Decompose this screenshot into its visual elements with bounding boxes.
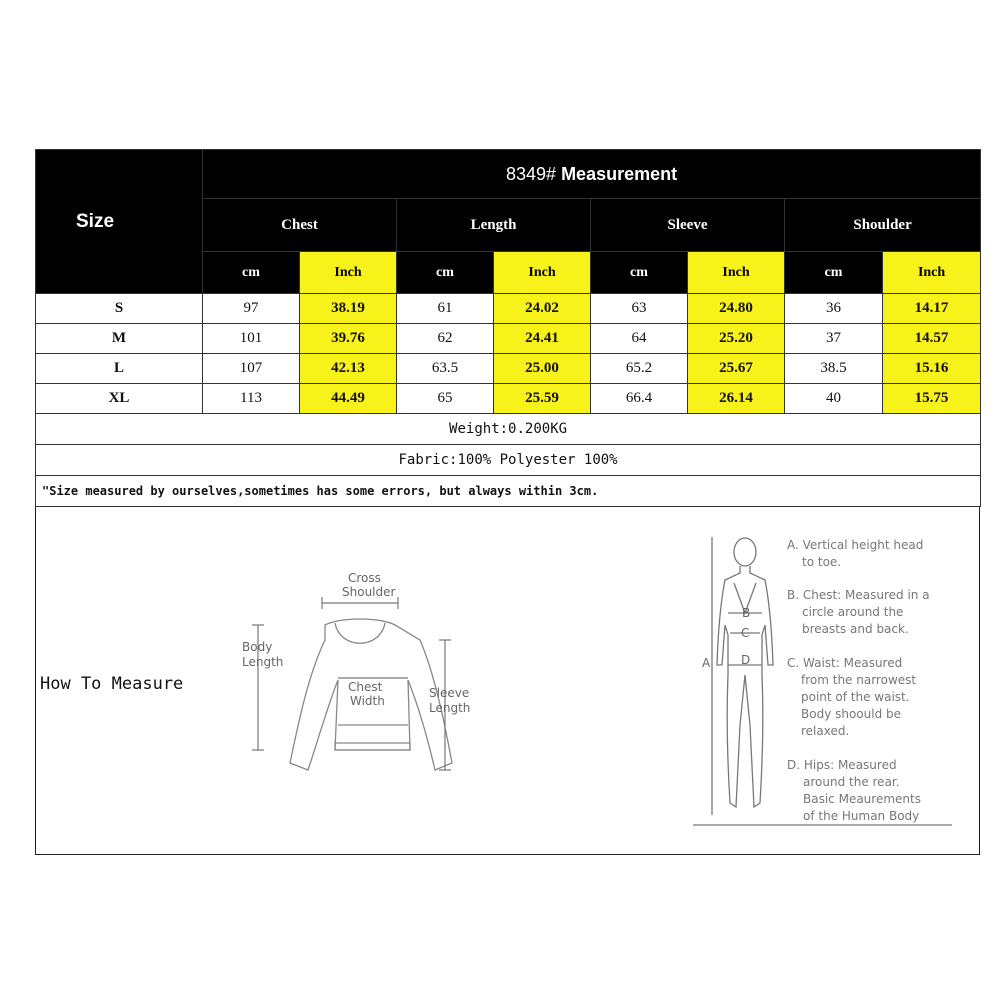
fabric-note: Fabric:100% Polyester 100%	[36, 445, 981, 476]
size-column-header: Size	[36, 150, 203, 294]
cell-shoulder-cm: 36	[785, 294, 883, 324]
cell-shoulder-cm: 40	[785, 384, 883, 414]
unit-cm: cm	[203, 252, 300, 294]
cell-chest-cm: 97	[203, 294, 300, 324]
unit-inch: Inch	[883, 252, 981, 294]
cross-shoulder-label: Cross	[348, 571, 381, 585]
cell-sleeve-inch: 25.20	[688, 324, 785, 354]
table-row	[36, 384, 981, 414]
note-d-line: D. Hips: Measured	[787, 758, 897, 772]
cell-length-cm: 61	[397, 294, 494, 324]
disclaimer-note: "Size measured by ourselves,sometimes has some errors, but always within 3cm.	[36, 476, 981, 507]
note-c-line: Body shoould be	[801, 707, 902, 721]
header-shoulder: Shoulder	[785, 199, 981, 252]
row-size: M	[36, 324, 203, 354]
row-size: S	[36, 294, 203, 324]
cell-sleeve-cm: 66.4	[591, 384, 688, 414]
cell-chest-inch: 44.49	[300, 384, 397, 414]
cell-length-cm: 62	[397, 324, 494, 354]
cell-shoulder-cm: 37	[785, 324, 883, 354]
sleeve-length-label: Length	[429, 701, 471, 715]
cell-chest-cm: 101	[203, 324, 300, 354]
cell-shoulder-inch: 14.17	[883, 294, 981, 324]
note-d-line: of the Human Body	[803, 809, 920, 823]
unit-cm: cm	[591, 252, 688, 294]
cell-chest-cm: 107	[203, 354, 300, 384]
garment-diagram	[230, 565, 490, 780]
note-a-line: to toe.	[802, 555, 842, 569]
note-b-line: B. Chest: Measured in a	[787, 588, 930, 602]
cell-length-cm: 65	[397, 384, 494, 414]
weight-note: Weight:0.200KG	[36, 414, 981, 445]
cell-sleeve-cm: 64	[591, 324, 688, 354]
cell-length-inch: 25.00	[494, 354, 591, 384]
note-c-line: relaxed.	[801, 724, 850, 738]
cell-chest-inch: 42.13	[300, 354, 397, 384]
table-row	[36, 294, 981, 324]
row-size: XL	[36, 384, 203, 414]
cell-length-inch: 24.41	[494, 324, 591, 354]
note-d-line: Basic Meaurements	[803, 792, 921, 806]
unit-inch: Inch	[688, 252, 785, 294]
unit-inch: Inch	[494, 252, 591, 294]
chest-width-label: Chest	[348, 680, 383, 694]
size-table	[35, 149, 981, 507]
chest-width-label: Width	[350, 694, 385, 708]
table-title: 8349# Measurement	[203, 150, 981, 199]
note-c-line: from the narrowest	[801, 673, 917, 687]
cell-sleeve-cm: 63	[591, 294, 688, 324]
marker-d: D	[741, 653, 751, 667]
note-c-line: point of the waist.	[801, 690, 910, 704]
marker-a: A	[702, 656, 711, 670]
cell-chest-cm: 113	[203, 384, 300, 414]
unit-inch: Inch	[300, 252, 397, 294]
cell-chest-inch: 38.19	[300, 294, 397, 324]
sleeve-length-label: Sleeve	[429, 686, 470, 700]
cell-shoulder-inch: 15.16	[883, 354, 981, 384]
header-chest: Chest	[203, 199, 397, 252]
cell-length-inch: 25.59	[494, 384, 591, 414]
cell-shoulder-inch: 15.75	[883, 384, 981, 414]
body-length-label: Body	[242, 640, 273, 654]
cell-shoulder-cm: 38.5	[785, 354, 883, 384]
row-size: L	[36, 354, 203, 384]
note-d-line: around the rear.	[803, 775, 900, 789]
note-c-line: C. Waist: Measured	[787, 656, 903, 670]
note-b-line: breasts and back.	[802, 622, 909, 636]
how-to-measure-label: How To Measure	[40, 674, 184, 694]
cell-length-inch: 24.02	[494, 294, 591, 324]
unit-cm: cm	[397, 252, 494, 294]
cell-sleeve-inch: 26.14	[688, 384, 785, 414]
cell-chest-inch: 39.76	[300, 324, 397, 354]
cell-sleeve-inch: 24.80	[688, 294, 785, 324]
body-length-label: Length	[242, 655, 284, 669]
header-length: Length	[397, 199, 591, 252]
cell-length-cm: 63.5	[397, 354, 494, 384]
cross-shoulder-label: Shoulder	[342, 585, 396, 599]
marker-b: B	[742, 606, 751, 620]
unit-cm: cm	[785, 252, 883, 294]
note-a-line: A. Vertical height head	[787, 538, 924, 552]
marker-c: C	[741, 626, 750, 640]
cell-sleeve-cm: 65.2	[591, 354, 688, 384]
header-sleeve: Sleeve	[591, 199, 785, 252]
cell-shoulder-inch: 14.57	[883, 324, 981, 354]
note-b-line: circle around the	[802, 605, 904, 619]
table-row	[36, 324, 981, 354]
body-diagram	[690, 525, 960, 830]
cell-sleeve-inch: 25.67	[688, 354, 785, 384]
table-row	[36, 354, 981, 384]
